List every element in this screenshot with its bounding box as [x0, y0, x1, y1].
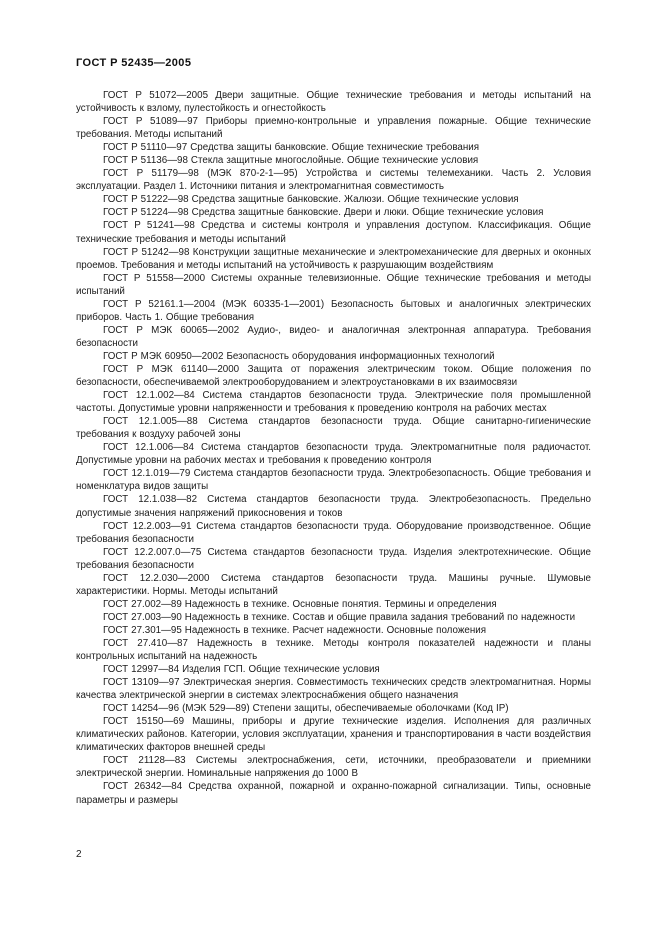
reference-paragraph: ГОСТ Р 51224—98 Средства защитные банковские. Двери и люки. Общие технические условия: [103, 207, 544, 219]
reference-paragraph: ГОСТ 12.1.038—82 Система стандартов безопасности труда. Электробезопасность. Предельно допустимые значения напряжений прикосновения и токов: [76, 494, 591, 519]
reference-paragraph: ГОСТ Р 51072—2005 Двери защитные. Общие технические требования и методы испытаний на устойчивость к взлому, пулестойкость и огнестойкость: [76, 90, 591, 115]
reference-paragraph: ГОСТ Р 52161.1—2004 (МЭК 60335-1—2001) Безопасность бытовых и аналогичных электрических приборов. Часть 1. Общие требования: [76, 298, 591, 323]
reference-paragraph: ГОСТ Р 51242—98 Конструкции защитные механические и электромеханические для дверных и оконных проемов. Требования и методы испытаний на устойчивость к разрушающим воздействиям: [76, 246, 591, 271]
reference-paragraph: ГОСТ 15150—69 Машины, приборы и другие технические изделия. Исполнения для различных климатических районов. Категории, условия эксплуатации, хранения и транспортирования в части воздействия климатических факторов внешней среды: [76, 716, 591, 754]
reference-paragraph: ГОСТ 27.002—89 Надежность в технике. Основные понятия. Термины и определения: [103, 598, 497, 610]
reference-paragraph: ГОСТ 26342—84 Средства охранной, пожарной и охранно-пожарной сигнализации. Типы, основные параметры и размеры: [76, 781, 591, 806]
reference-paragraph: ГОСТ 12.2.007.0—75 Система стандартов безопасности труда. Изделия электротехнические. Общие требования безопасности: [76, 546, 591, 571]
reference-paragraph: ГОСТ Р МЭК 60065—2002 Аудио-, видео- и аналогичная электронная аппаратура. Требования безопасности: [76, 324, 591, 349]
reference-paragraph: ГОСТ 14254—96 (МЭК 529—89) Степени защиты, обеспечиваемые оболочками (Код IP): [103, 703, 509, 715]
reference-paragraph: ГОСТ 12.1.002—84 Система стандартов безопасности труда. Электрические поля промышленной частоты. Допустимые уровни напряженности и требования к проведению контроля на рабочих местах: [76, 390, 591, 415]
reference-paragraph: ГОСТ Р 51179—98 (МЭК 870-2-1—95) Устройства и системы телемеханики. Часть 2. Условия эксплуатации. Раздел 1. Источники питания и электромагнитная совместимость: [76, 168, 591, 193]
reference-paragraph: ГОСТ Р МЭК 61140—2000 Защита от поражения электрическим током. Общие положения по безопасности, обеспечиваемой электрооборудованием и электроустановками в их взаимосвязи: [76, 363, 591, 389]
reference-paragraph: ГОСТ 27.003—90 Надежность в технике. Состав и общие правила задания требований по надежности: [103, 611, 576, 623]
reference-paragraph: ГОСТ 12.2.003—91 Система стандартов безопасности труда. Оборудование производственное. Общие требования безопасности: [76, 520, 591, 545]
reference-paragraph: ГОСТ Р 51110—97 Средства защиты банковские. Общие технические требования: [103, 142, 480, 154]
reference-paragraph: ГОСТ Р 51089—97 Приборы приемно-контрольные и управления пожарные. Общие технические требования. Методы испытаний: [76, 116, 591, 141]
reference-paragraph: ГОСТ Р 51136—98 Стекла защитные многослойные. Общие технические условия: [103, 155, 479, 167]
reference-paragraph: ГОСТ 21128—83 Системы электроснабжения, сети, источники, преобразователи и приемники электрической энергии. Номинальные напряжения до 1000 В: [76, 755, 591, 780]
reference-paragraph: ГОСТ 12.2.030—2000 Система стандартов безопасности труда. Машины ручные. Шумовые характеристики. Нормы. Методы испытаний: [76, 572, 591, 597]
reference-paragraph: ГОСТ Р 51241—98 Средства и системы контроля и управления доступом. Классификация. Общие технические требования и методы испытаний: [76, 220, 591, 245]
reference-paragraph: ГОСТ 27.301—95 Надежность в технике. Расчет надежности. Основные положения: [103, 624, 487, 636]
reference-paragraph: ГОСТ 12.1.019—79 Система стандартов безопасности труда. Электробезопасность. Общие требования и номенклатура видов защиты: [76, 468, 591, 493]
reference-paragraph: ГОСТ 12997—84 Изделия ГСП. Общие технические условия: [103, 664, 380, 676]
reference-paragraph: ГОСТ Р МЭК 60950—2002 Безопасность оборудования информационных технологий: [103, 350, 495, 362]
reference-paragraph: ГОСТ 13109—97 Электрическая энергия. Совместимость технических средств электромагнитная. Нормы качества электрической энергии в системах электроснабжения общего назначения: [76, 677, 591, 702]
reference-paragraph: ГОСТ 12.1.005—88 Система стандартов безопасности труда. Общие санитарно-гигиенические требования к воздуху рабочей зоны: [76, 416, 591, 441]
page-number: 2: [76, 849, 82, 860]
document-header: ГОСТ Р 52435—2005: [76, 57, 192, 69]
references-list: [76, 89, 591, 807]
reference-paragraph: ГОСТ 27.410—87 Надежность в технике. Методы контроля показателей надежности и планы контрольных испытаний на надежность: [76, 637, 591, 663]
reference-paragraph: ГОСТ Р 51222—98 Средства защитные банковские. Жалюзи. Общие технические условия: [103, 194, 519, 206]
reference-paragraph: ГОСТ Р 51558—2000 Системы охранные телевизионные. Общие технические требования и методы испытаний: [76, 272, 591, 297]
reference-paragraph: ГОСТ 12.1.006—84 Система стандартов безопасности труда. Электромагнитные поля радиочастот. Допустимые уровни на рабочих местах и требования к проведению контроля: [76, 442, 591, 467]
